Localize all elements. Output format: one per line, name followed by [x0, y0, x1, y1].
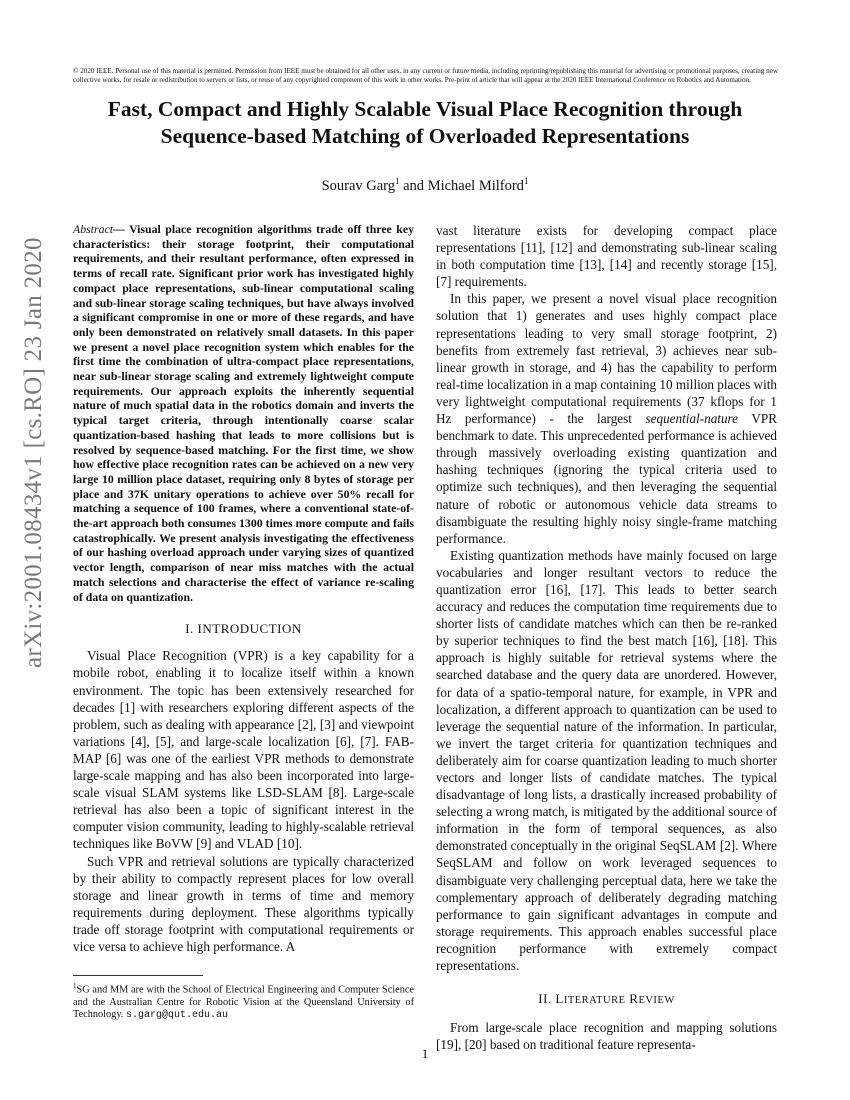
footnote-email: s.garg@qut.edu.au	[125, 1010, 228, 1022]
abstract	[73, 222, 414, 604]
paper-title: Fast, Compact and Highly Scalable Visual Place Recognition through Sequence-based Matching of Overloaded Representations	[107, 97, 743, 148]
left-column	[73, 222, 414, 955]
intro-paragraph-3	[436, 290, 777, 546]
intro-paragraph-3-text-b: VPR benchmark to date. This unprecedented performance is achieved through massively overloading existing quantization and hashing techniques (ignoring the typical criteria used to optimize such techniques), and then leveraging the sequential nature of robotic or autonomous vehicle data streams to disambiguate the resulting highly noisy single-frame matching performance.	[436, 411, 777, 546]
abstract-text: — Visual place recognition algorithms trade off three key characteristics: their storage footprint, their computational requirements, and their resultant performance, often expressed in terms of recall rate. Significant prior work has investigated highly compact place representations, sub-linear computational scaling and sub-linear storage scaling techniques, but have always involved a significant compromise in one or more of these regards, and have only been demonstrated on relatively small datasets. In this paper we present a novel place recognition system which enables for the first time the combination of ultra-compact place representations, near sub-linear storage scaling and extremely lightweight compute requirements. Our approach exploits the inherently sequential nature of much spatial data in the robotics domain and inverts the typical target criteria, through intentionally coarse scalar quantization-based hashing that leads to more collisions but is resolved by sequence-based matching. For the first time, we show how effective place recognition rates can be achieved on a new very large 10 million place dataset, requiring only 8 bytes of storage per place and 37K unitary operations to achieve over 50% recall for matching a sequence of 100 frames, where a conventional state-of-the-art approach both consumes 1300 times more compute and fails catastrophically. We present analysis investigating the effectiveness of our hashing overload approach under varying sizes of quantized vector length, comparison of near miss matches with the actual match selections and characterise the effect of variance re-scaling of data on quantization.	[73, 222, 414, 604]
footnote	[73, 980, 414, 1023]
intro-paragraph-1: Visual Place Recognition (VPR) is a key capability for a mobile robot, enabling it to localize itself within a known environment. The topic has been extensively researched for decades [1] with researchers exploring different aspects of the problem, such as dealing with appearance [2], [3] and viewpoint variations [4], [5], and large-scale localization [6], [7]. FAB-MAP [6] was one of the earliest VPR methods to demonstrate large-scale mapping and has also been incorporated into large-scale visual SLAM systems like LSD-SLAM [8]. Large-scale retrieval has also been a topic of significant interest in the computer vision community, leading to highly-scalable retrieval techniques like BoVW [9] and VLAD [10].	[73, 648, 414, 852]
author-name: Michael Milford	[427, 177, 524, 194]
heading-part: II. L	[538, 991, 564, 1007]
intro-paragraph-2-continued: vast literature exists for developing compact place representations [11], [12] and demonstrating sub-linear scaling in both computation time [13], [14] and recently storage [15], [7] requirements.	[436, 223, 777, 290]
section-heading-literature-review	[436, 990, 777, 1009]
arxiv-stamp: arXiv:2001.08434v1 [cs.RO] 23 Jan 2020	[20, 237, 47, 668]
intro-paragraph-2: Such VPR and retrieval solutions are typically characterized by their ability to compactly represent places for low overall storage and linear growth in terms of time and memory requirements during deployment. These algorithms typically trade off storage footprint with computational requirements or vice versa to achieve high performance. A	[73, 853, 414, 954]
heading-smallcaps: EVIEW	[638, 995, 675, 1007]
section-heading-introduction: I. INTRODUCTION	[185, 621, 302, 637]
author-line	[60, 176, 790, 195]
affiliation-mark: 1	[523, 176, 529, 186]
heading-part: R	[625, 991, 639, 1007]
heading-smallcaps: ITERATURE	[563, 995, 626, 1007]
abstract-label: Abstract	[73, 222, 113, 236]
copyright-notice: © 2020 IEEE. Personal use of this material is permitted. Permission from IEEE must be obtained for all other uses, in any current or future media, including reprinting/republishing this material for advertising or promotional purposes, creating new collective works, for resale or redistribution to servers or lists, or reuse of any copyrighted component of this work in other works. Pre-print of article that will appear at the 2020 IEEE International Conference on Robotics and Automation.	[73, 67, 778, 84]
footnote-text: SG and MM are with the School of Electrical Engineering and Computer Science and the Australian Centre for Robotic Vision at the Queensland University of Technology.	[73, 984, 414, 1021]
author-name: Sourav Garg	[321, 177, 395, 194]
footnote-mark: 1	[73, 982, 77, 990]
right-column	[436, 222, 777, 1053]
page-number: 1	[421, 1046, 429, 1061]
footnote-divider	[73, 975, 203, 976]
intro-paragraph-3-text-a: In this paper, we present a novel visual place recognition solution that 1) generates and uses highly compact place representations leading to very small storage footprint, 2) benefits from extremely fast retrieval, 3) achieves near sub-linear growth in storage, and 4) has the capability to perform real-time localization in a map containing 10 million places with very lightweight computational requirements (37 kflops for 1 Hz performance) - the largest	[436, 291, 777, 427]
affiliation-mark: 1	[395, 176, 400, 186]
emphasis-text: sequential-nature	[645, 411, 739, 427]
literature-paragraph-1: From large-scale place recognition and mapping solutions [19], [20] based on traditional feature representa-	[436, 1020, 777, 1053]
author-connector: and	[399, 177, 428, 194]
intro-paragraph-4: Existing quantization methods have mainly focused on large vocabularies and longer resultant vectors to reduce the quantization error [16], [17]. This leads to better search accuracy and reduces the computation time requirements due to shorter lists of candidate matches which can then be re-ranked by superior techniques to find the best match [16], [18]. This approach is highly suitable for retrieval systems where the searched database and the query data are unordered. However, for data of a spatio-temporal nature, for example, in VPR and localization, a different approach to quantization can be used to leverage the sequential nature of the information. In particular, we invert the target criteria for quantization techniques and deliberately aim for coarse quantization leading to much shorter vectors and longer lists of candidate matches. The typical disadvantage of long lists, a drastically increased probability of selecting a wrong match, is mitigated by the additional source of information in the form of temporal sequences, as also demonstrated conceptually in the original SeqSLAM [2]. Where SeqSLAM and follow on work leveraged sequences to disambiguate very challenging perceptual data, here we take the complementary approach of deliberately degrading matching performance to gain significant advantages in compute and storage requirements. This approach enables successful place recognition performance with extremely compact representations.	[436, 547, 777, 974]
